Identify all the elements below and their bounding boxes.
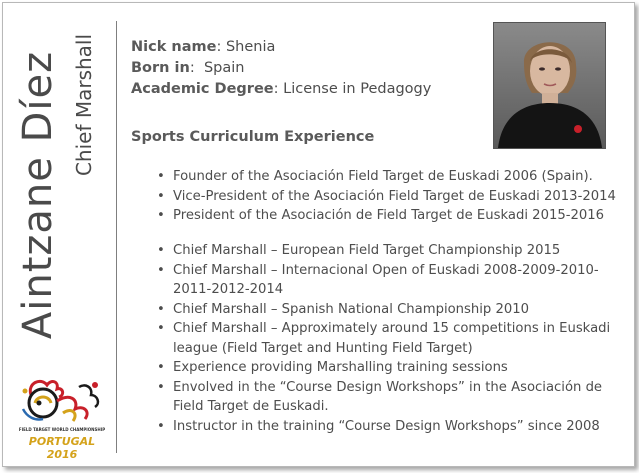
person-role-container: [69, 25, 99, 185]
list-item: • Chief Marshall – Approximately around 15 competitions in Euskadi league (Field Target and Hunting Field Target): [153, 319, 623, 358]
list-item: • Founder of the Asociación Field Target de Euskadi 2006 (Spain).: [153, 167, 623, 187]
person-role: Chief Marshall: [72, 33, 97, 177]
section-title: Sports Curriculum Experience: [131, 129, 375, 145]
born-row: Born in: Spain: [131, 60, 245, 76]
list-item: • Experience providing Marshalling training sessions: [153, 358, 623, 378]
founder-list: [153, 167, 623, 226]
born-value: Spain: [203, 60, 245, 76]
personal-info: [131, 37, 431, 100]
list-item: • Chief Marshall – Spanish National Championship 2010: [153, 300, 623, 320]
degree-label: Academic Degree: [131, 81, 274, 97]
logo-caption: FIELD TARGET WORLD CHAMPIONSHIP: [18, 427, 106, 432]
portrait-image: [494, 23, 605, 148]
list-item: • President of the Asociación de Field Target de Euskadi 2015-2016: [153, 206, 623, 226]
degree-row: Academic Degree: License in Pedagogy: [131, 81, 432, 97]
list-item: • Chief Marshall – European Field Target Championship 2015: [153, 241, 623, 261]
person-name-container: [15, 25, 61, 365]
profile-photo: [493, 22, 606, 149]
rooster-logo-icon: [13, 373, 111, 427]
born-label: Born in: [131, 60, 190, 76]
list-item: • Chief Marshall – Internacional Open of Euskadi 2008-2009-2010-2011-2012-2014: [153, 261, 623, 300]
degree-value: License in Pedagogy: [283, 81, 432, 97]
championship-logo: [13, 373, 111, 461]
list-item: • Vice-President of the Asociación Field Target de Euskadi 2013-2014: [153, 187, 623, 207]
nickname-label: Nick name: [131, 39, 217, 55]
nickname-row: Nick name: Shenia: [131, 39, 276, 55]
nickname-value: Shenia: [225, 39, 276, 55]
profile-slide: [2, 2, 635, 467]
vertical-divider: [116, 21, 117, 453]
logo-title: PORTUGAL 2016: [28, 435, 96, 461]
left-column: [3, 3, 118, 466]
list-item: • Envolved in the “Course Design Workshops” in the Asociación de Field Target de Euskadi.: [153, 378, 623, 417]
person-name: Aintzane Díez: [15, 50, 61, 340]
marshall-list: [153, 241, 623, 436]
list-item: • Instructor in the training “Course Design Workshops” since 2008: [153, 417, 623, 437]
